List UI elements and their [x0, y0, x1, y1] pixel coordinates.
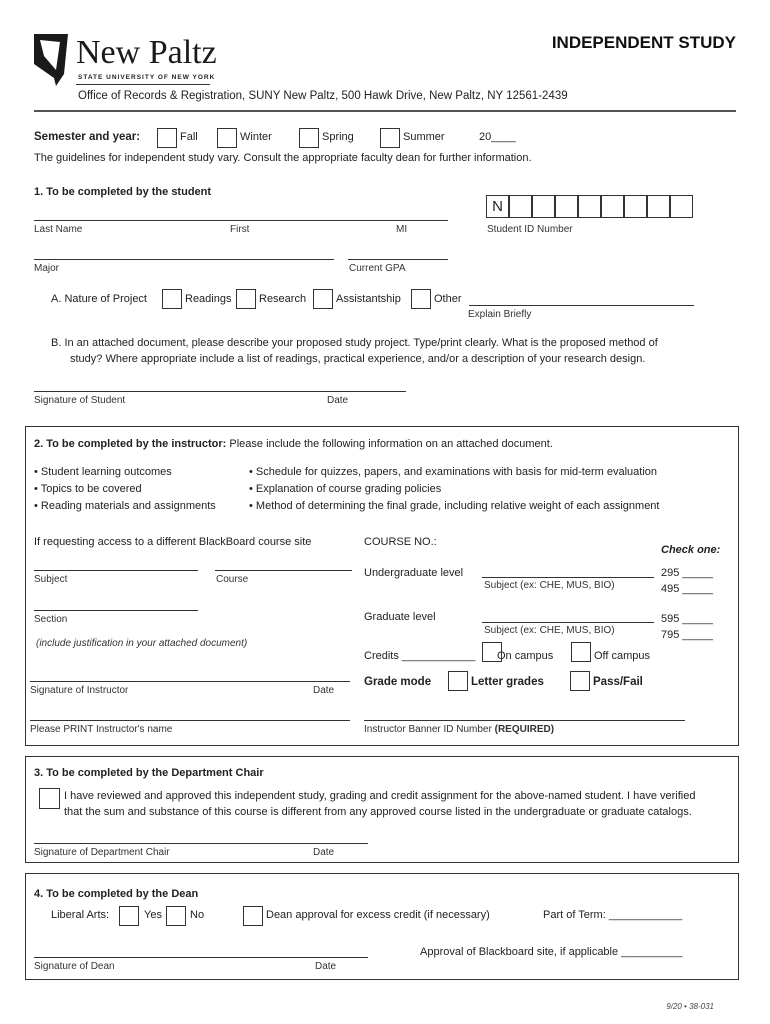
other-checkbox[interactable] [411, 289, 431, 309]
research-checkbox[interactable] [236, 289, 256, 309]
required-note: (REQUIRED) [494, 724, 555, 735]
liberal-arts-yes-checkbox[interactable] [119, 906, 139, 926]
yes-label: Yes [144, 909, 162, 921]
gpa-label: Current GPA [349, 263, 406, 274]
dean-signature-label: Signature of Dean [34, 961, 115, 972]
student-id-cell[interactable] [601, 195, 624, 218]
section-line[interactable] [34, 610, 198, 611]
other-label: Other [434, 293, 462, 305]
student-id-cell[interactable] [555, 195, 578, 218]
chair-approval-checkbox[interactable] [39, 788, 60, 809]
bullet-left: • Topics to be covered [34, 483, 142, 495]
major-line[interactable] [34, 259, 334, 260]
undergrad-subject-example: Subject (ex: CHE, MUS, BIO) [484, 580, 615, 591]
page-title: INDEPENDENT STUDY [551, 33, 736, 52]
no-label: No [190, 909, 205, 921]
course-795-field[interactable]: 795 _____ [661, 629, 713, 641]
fall-checkbox[interactable] [157, 128, 177, 148]
off-campus-label: Off campus [594, 650, 651, 662]
off-campus-checkbox[interactable] [571, 642, 591, 662]
year-field[interactable]: 20____ [479, 131, 516, 143]
course-no-label: COURSE NO.: [364, 536, 437, 548]
logo-mark-icon [34, 34, 68, 86]
semester-label: Semester and year: [34, 131, 141, 143]
chair-signature-line[interactable] [34, 843, 368, 844]
course-label: Course [216, 574, 249, 585]
section-4-heading: 4. To be completed by the Dean [34, 888, 199, 900]
check-one-label: Check one: [661, 544, 721, 556]
excess-credit-label: Dean approval for excess credit (if necessary) [266, 909, 490, 921]
winter-label: Winter [240, 131, 272, 143]
course-line[interactable] [215, 570, 352, 571]
student-date-label: Date [327, 395, 349, 406]
blackboard-request-label: If requesting access to a different BlackBoard course site [34, 536, 312, 548]
header-divider [34, 110, 736, 112]
on-campus-label: On campus [497, 650, 554, 662]
grad-subject-line[interactable] [482, 622, 654, 623]
instructor-date-label: Date [313, 685, 335, 696]
pass-fail-checkbox[interactable] [570, 671, 590, 691]
other-explain-line[interactable] [469, 305, 694, 306]
part-b-text-2: study? Where appropriate include a list of readings, practical experience, and/or a description of your research design. [70, 353, 646, 365]
instructor-signature-line[interactable] [30, 681, 350, 682]
last-name-label: Last Name [34, 224, 83, 235]
graduate-level-label: Graduate level [364, 611, 436, 623]
summer-checkbox[interactable] [380, 128, 400, 148]
subject-label: Subject [34, 574, 68, 585]
dean-date-label: Date [315, 961, 337, 972]
section-3-heading: 3. To be completed by the Department Chair [34, 767, 264, 779]
bullet-right: • Method of determining the final grade, including relative weight of each assignment [249, 500, 660, 512]
banner-id-line[interactable] [364, 720, 685, 721]
section-2-heading-bold: 2. To be completed by the instructor: [34, 438, 227, 450]
bullet-right: • Explanation of course grading policies [249, 483, 442, 495]
guidelines-text: The guidelines for independent study vary. Consult the appropriate faculty dean for further information. [34, 152, 532, 164]
explain-briefly-label: Explain Briefly [468, 309, 532, 320]
logo-subtitle: STATE UNIVERSITY OF NEW YORK [78, 74, 216, 81]
chair-date-label: Date [313, 847, 335, 858]
instructor-name-line[interactable] [30, 720, 350, 721]
course-595-field[interactable]: 595 _____ [661, 613, 713, 625]
student-id-cell[interactable] [578, 195, 601, 218]
student-id-label: Student ID Number [487, 224, 573, 235]
student-id-prefix: N [486, 195, 509, 218]
section-2-heading-rest: Please include the following information on an attached document. [229, 438, 553, 450]
student-id-cell[interactable] [647, 195, 670, 218]
letter-grades-checkbox[interactable] [448, 671, 468, 691]
assistantship-checkbox[interactable] [313, 289, 333, 309]
form-code: 9/20 • 38-031 [666, 1002, 714, 1011]
liberal-arts-label: Liberal Arts: [51, 909, 110, 921]
part-of-term-field[interactable]: Part of Term: ____________ [543, 909, 683, 921]
assistantship-label: Assistantship [336, 293, 401, 305]
logo-name: New Paltz [76, 34, 217, 71]
chair-signature-label: Signature of Department Chair [34, 847, 170, 858]
undergraduate-level-label: Undergraduate level [364, 567, 464, 579]
student-id-cell[interactable] [509, 195, 532, 218]
bullet-left: • Reading materials and assignments [34, 500, 216, 512]
chair-statement-2: that the sum and substance of this course is different from any approved course listed in the undergraduate or graduate catalogs. [64, 806, 692, 818]
student-id-cell[interactable] [624, 195, 647, 218]
major-label: Major [34, 263, 60, 274]
bullet-right: • Schedule for quizzes, papers, and examinations with basis for mid-term evaluation [249, 466, 657, 478]
liberal-arts-no-checkbox[interactable] [166, 906, 186, 926]
credits-field[interactable]: Credits ____________ [364, 650, 476, 662]
spring-checkbox[interactable] [299, 128, 319, 148]
instructor-signature-label: Signature of Instructor [30, 685, 129, 696]
nature-of-project-label: A. Nature of Project [51, 293, 147, 305]
first-name-label: First [230, 224, 250, 235]
letter-grades-label: Letter grades [471, 676, 544, 688]
section-2-heading [34, 438, 553, 450]
readings-checkbox[interactable] [162, 289, 182, 309]
mi-label: MI [396, 224, 408, 235]
student-signature-label: Signature of Student [34, 395, 126, 406]
blackboard-approval-field[interactable]: Approval of Blackboard site, if applicable __________ [420, 946, 683, 958]
winter-checkbox[interactable] [217, 128, 237, 148]
research-label: Research [259, 293, 307, 305]
fall-label: Fall [180, 131, 198, 143]
section-1-heading: 1. To be completed by the student [34, 186, 212, 198]
summer-label: Summer [403, 131, 445, 143]
subject-line[interactable] [34, 570, 198, 571]
readings-label: Readings [185, 293, 232, 305]
course-295-field[interactable]: 295 _____ [661, 567, 713, 579]
spring-label: Spring [322, 131, 354, 143]
course-495-field[interactable]: 495 _____ [661, 583, 713, 595]
grad-subject-example: Subject (ex: CHE, MUS, BIO) [484, 625, 615, 636]
student-signature-line[interactable] [34, 391, 406, 392]
chair-statement: I have reviewed and approved this independent study, grading and credit assignment for the above-named student. I have verified [64, 790, 696, 802]
bullet-left: • Student learning outcomes [34, 466, 172, 478]
name-line[interactable] [34, 220, 448, 221]
part-b-text: B. In an attached document, please describe your proposed study project. Type/print clearly. What is the proposed method of [51, 337, 658, 349]
pass-fail-label: Pass/Fail [593, 676, 643, 688]
undergrad-subject-line[interactable] [482, 577, 654, 578]
section-label: Section [34, 614, 68, 625]
gpa-line[interactable] [348, 259, 448, 260]
dean-signature-line[interactable] [34, 957, 368, 958]
banner-id-label [364, 724, 554, 735]
office-address: Office of Records & Registration, SUNY New Paltz, 500 Hawk Drive, New Paltz, NY 12561-2439 [78, 90, 568, 102]
logo-rule [76, 84, 210, 85]
grade-mode-label: Grade mode [364, 676, 432, 688]
banner-id-text: Instructor Banner ID Number [364, 724, 492, 735]
student-id-cell[interactable] [532, 195, 555, 218]
student-id-cell[interactable] [670, 195, 693, 218]
instructor-name-label: Please PRINT Instructor's name [30, 724, 173, 735]
excess-credit-checkbox[interactable] [243, 906, 263, 926]
justification-note: (include justification in your attached document) [36, 638, 248, 649]
